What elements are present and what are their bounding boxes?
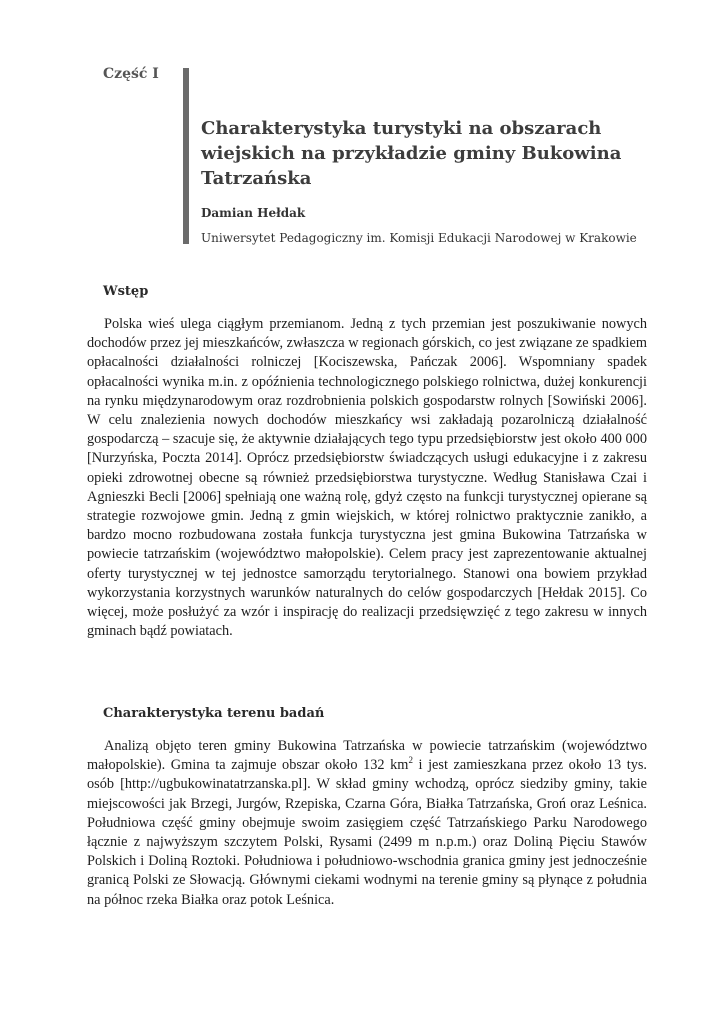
intro-paragraph: Polska wieś ulega ciągłym przemianom. Jedną z tych przemian jest poszukiwanie nowych dochodów przez jej mieszkańców, zwłaszcza w regionach górskich, co jest związane ze spadkiem opłacalności działalności rolniczej [Kociszewska, Pańczak 2006]. Wspomniany spadek opłacalności wynika m.in. z opóźnienia technologicznego polskiego rolnictwa, dużej konkurencji na rynku międzynarodowym oraz rozdrobnienia polskich gospodarstw rolnych [Sowiński 2006]. W celu znalezienia nowych dochodów mieszkańcy wsi zakładają pozarolniczą działalność gospodarczą – szacuje się, że aktywnie działających tego typu przedsiębiorstw jest około 400 000 [Nurzyńska, Poczta 2014]. Oprócz przedsiębiorstw świadczących usługi edukacyjne i z zakresu opieki zdrowotnej obecne są również przedsiębiorstwa turystyczne. Według Stanisława Czai i Agnieszki Becli [2006] spełniają one ważną rolę, gdyż często na funkcji turystycznej opierane są strategie rozwojowe gmin. Jedną z gmin wiejskich, w której rolnictwo praktycznie zanikło, a bardzo mocno rozbudowana została funkcja turystyczna jest gmina Bukowina Tatrzańska w powiecie tatrzańskim (województwo małopolskie). Celem pracy jest zaprezentowanie aktualnej oferty turystycznej w tej jednostce samorządu terytorialnego. Stanowi ona bowiem przykład wykorzystania korzystnych warunków naturalnych do celów gospodarczych [Hełdak 2015]. Co więcej, może posłużyć za wzór i inspirację do realizacji przedsięwzięć z tego zakresu w innych gminach bądź powiatach. [87,316,647,640]
article-header [201,116,661,245]
author-affiliation: Uniwersytet Pedagogiczny im. Komisji Edukacji Narodowej w Krakowie [201,231,637,245]
study-area-text-part2: i jest zamieszkana przez około 13 tys. osób [http://ugbukowinatatrzanska.pl]. W skład gminy wchodzą, oprócz siedziby gminy, takie miejscowości jak Brzegi, Jurgów, Rzepiska, Czarna Góra, Białka Tatrzańska, Groń oraz Leśnica. Południowa część gminy obejmuje swoim zasięgiem część Tatrzańskiego Parku Narodowego łącznie z najwyższym szczytem Polski, Rysami (2499 m n.p.m.) oraz Doliną Pięciu Stawów Polskich i Doliną Roztoki. Południowa i południowo-wschodnia granica gminy jest jednocześnie granicą Polski ze Słowacją. Głównymi ciekami wodnymi na terenie gminy są płynące z południa na północ rzeka Białka oraz potok Leśnica. [87,757,647,908]
area-unit-superscript: 2 [408,755,413,766]
section-heading-study-area: Charakterystyka terenu badań [103,706,325,721]
article-title: Charakterystyka turystyki na obszarach wiejskich na przykładzie gminy Bukowina Tatrzańska [201,118,622,189]
study-area-text-part1: Analizą objęto teren gminy Bukowina Tatrzańska w powiecie tatrzańskim (województwo małopolskie). Gmina ta zajmuje obszar około 132 km [87,738,647,774]
part-label: Część I [103,66,159,82]
title-accent-bar [183,68,189,244]
section-heading-intro: Wstęp [103,284,149,299]
study-area-paragraph [87,737,647,910]
author-name: Damian Hełdak [201,206,306,220]
